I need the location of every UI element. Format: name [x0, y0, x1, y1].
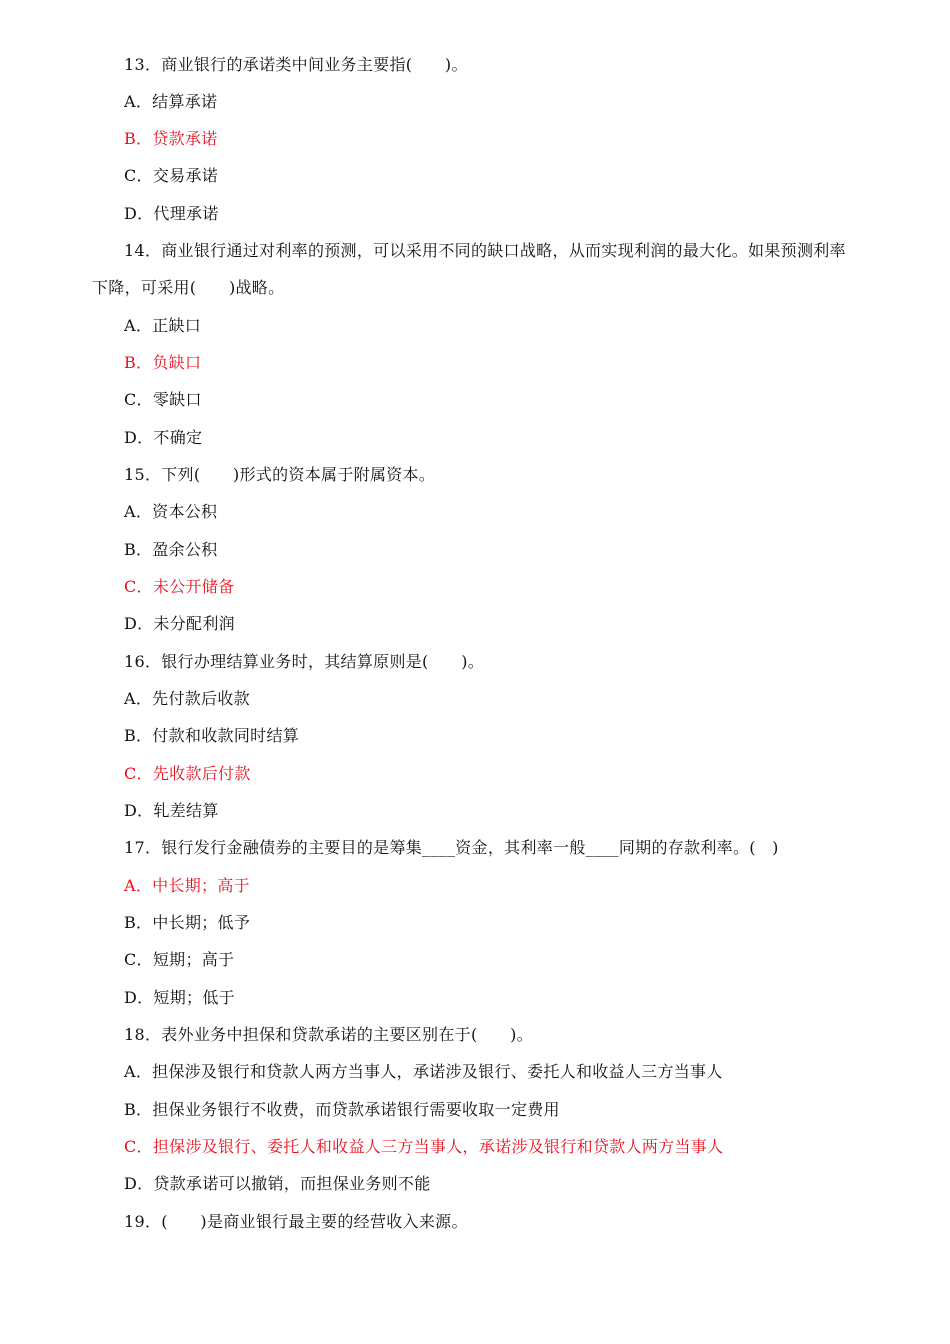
question-16-stem: 16．银行办理结算业务时，其结算原则是( )。 — [124, 652, 485, 671]
q17-option-c: C．短期；高于 — [124, 950, 235, 969]
question-14-stem: 14．商业银行通过对利率的预测，可以采用不同的缺口战略，从而实现利润的最大化。如果预测利率 — [124, 241, 846, 260]
q17-option-d: D．短期；低于 — [124, 988, 235, 1007]
question-19-stem: 19．( )是商业银行最主要的经营收入来源。 — [124, 1212, 468, 1231]
q15-option-c-correct: C．未公开储备 — [124, 577, 235, 596]
q14-option-a: A．正缺口 — [124, 316, 202, 335]
q17-option-a-correct: A．中长期；高于 — [124, 876, 250, 895]
q13-option-d: D．代理承诺 — [124, 204, 219, 223]
q16-option-d: D．轧差结算 — [124, 801, 219, 820]
q17-option-b: B．中长期；低予 — [124, 913, 251, 932]
q18-option-a: A．担保涉及银行和贷款人两方当事人，承诺涉及银行、委托人和收益人三方当事人 — [124, 1062, 723, 1081]
q18-option-d: D．贷款承诺可以撤销，而担保业务则不能 — [124, 1174, 431, 1193]
q15-option-a: A．资本公积 — [124, 502, 218, 521]
q16-option-a: A．先付款后收款 — [124, 689, 250, 708]
q14-option-b-correct: B．负缺口 — [124, 353, 202, 372]
q14-option-c: C．零缺口 — [124, 390, 202, 409]
q15-option-d: D．未分配利润 — [124, 614, 235, 633]
question-18-stem: 18．表外业务中担保和贷款承诺的主要区别在于( )。 — [124, 1025, 533, 1044]
question-15-stem: 15．下列( )形式的资本属于附属资本。 — [124, 465, 436, 484]
question-14-stem-continued: 下降，可采用( )战略。 — [92, 278, 285, 297]
q14-option-d: D．不确定 — [124, 428, 203, 447]
q13-option-c: C．交易承诺 — [124, 166, 219, 185]
q16-option-b: B．付款和收款同时结算 — [124, 726, 300, 745]
q15-option-b: B．盈余公积 — [124, 540, 218, 559]
question-17-stem: 17．银行发行金融债券的主要目的是筹集____资金，其利率一般____同期的存款利率。( ) — [124, 838, 779, 857]
q18-option-c-correct: C．担保涉及银行、委托人和收益人三方当事人，承诺涉及银行和贷款人两方当事人 — [124, 1137, 724, 1156]
q18-option-b: B．担保业务银行不收费，而贷款承诺银行需要收取一定费用 — [124, 1100, 560, 1119]
question-13-stem: 13．商业银行的承诺类中间业务主要指( )。 — [124, 55, 468, 74]
q13-option-b-correct: B．贷款承诺 — [124, 129, 218, 148]
q13-option-a: A．结算承诺 — [124, 92, 218, 111]
q16-option-c-correct: C．先收款后付款 — [124, 764, 251, 783]
